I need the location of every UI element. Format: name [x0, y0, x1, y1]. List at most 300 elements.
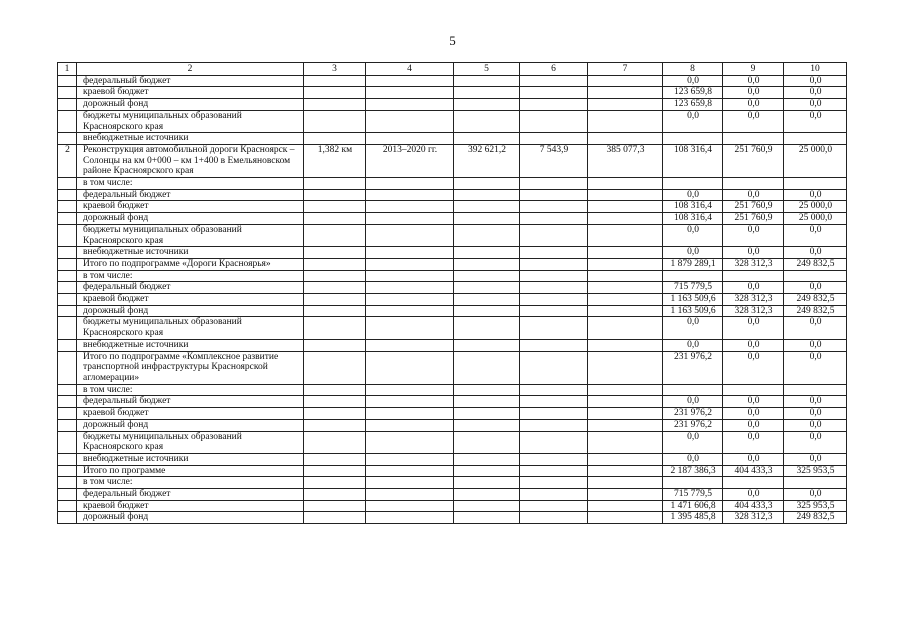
- year-col-10-cell: 249 832,5: [784, 305, 847, 317]
- row-label-cell: краевой бюджет: [77, 201, 304, 213]
- year-col-9-cell: [723, 178, 784, 190]
- total-cost-cell: [454, 178, 520, 190]
- row-label-cell: внебюджетные источники: [77, 339, 304, 351]
- spent-cell: [520, 258, 588, 270]
- year-col-8-cell: 0,0: [663, 317, 723, 339]
- remaining-cell: [588, 133, 663, 145]
- page-number: 5: [449, 33, 456, 48]
- year-col-10-cell: 0,0: [784, 317, 847, 339]
- year-col-10-cell: 0,0: [784, 189, 847, 201]
- year-col-8-cell: 123 659,8: [663, 99, 723, 111]
- length-cell: [304, 213, 366, 225]
- spent-cell: [520, 384, 588, 396]
- year-col-9-cell: 0,0: [723, 489, 784, 501]
- row-index-cell: [58, 408, 77, 420]
- column-number: 7: [588, 63, 663, 76]
- period-cell: [366, 99, 454, 111]
- length-cell: [304, 270, 366, 282]
- length-cell: [304, 133, 366, 145]
- row-index-cell: [58, 500, 77, 512]
- table-row: [58, 384, 847, 396]
- length-cell: [304, 453, 366, 465]
- row-label-cell: федеральный бюджет: [77, 282, 304, 294]
- remaining-cell: [588, 110, 663, 132]
- year-col-9-cell: 328 312,3: [723, 258, 784, 270]
- spent-cell: [520, 465, 588, 477]
- year-col-10-cell: [784, 477, 847, 489]
- year-col-9-cell: 0,0: [723, 339, 784, 351]
- total-cost-cell: [454, 258, 520, 270]
- period-cell: [366, 201, 454, 213]
- period-cell: [366, 465, 454, 477]
- year-col-9-cell: 0,0: [723, 87, 784, 99]
- total-cost-cell: [454, 477, 520, 489]
- length-cell: [304, 178, 366, 190]
- spent-cell: [520, 512, 588, 524]
- column-number: 1: [58, 63, 77, 76]
- year-col-10-cell: [784, 133, 847, 145]
- table-row: [58, 224, 847, 246]
- remaining-cell: [588, 339, 663, 351]
- year-col-10-cell: 0,0: [784, 99, 847, 111]
- row-index-cell: [58, 224, 77, 246]
- table-row: [58, 339, 847, 351]
- year-col-9-cell: 0,0: [723, 75, 784, 87]
- year-col-10-cell: 0,0: [784, 431, 847, 453]
- table-row: [58, 178, 847, 190]
- total-cost-cell: 392 621,2: [454, 144, 520, 177]
- table-row: [58, 201, 847, 213]
- remaining-cell: [588, 317, 663, 339]
- row-label-cell: в том числе:: [77, 477, 304, 489]
- row-index-cell: [58, 317, 77, 339]
- column-number: 5: [454, 63, 520, 76]
- year-col-10-cell: 0,0: [784, 408, 847, 420]
- year-col-10-cell: [784, 270, 847, 282]
- column-number: 8: [663, 63, 723, 76]
- total-cost-cell: [454, 305, 520, 317]
- total-cost-cell: [454, 189, 520, 201]
- year-col-9-cell: [723, 270, 784, 282]
- row-index-cell: [58, 384, 77, 396]
- table-row: [58, 110, 847, 132]
- period-cell: [366, 384, 454, 396]
- table-body: [58, 63, 847, 524]
- row-label-cell: Итого по подпрограмме «Комплексное развитие транспортной инфраструктуры Красноярской агломерации»: [77, 351, 304, 384]
- year-col-10-cell: [784, 178, 847, 190]
- row-label-cell: краевой бюджет: [77, 294, 304, 306]
- length-cell: [304, 99, 366, 111]
- spent-cell: [520, 489, 588, 501]
- year-col-10-cell: 0,0: [784, 419, 847, 431]
- budget-table: [57, 62, 847, 524]
- period-cell: 2013–2020 гг.: [366, 144, 454, 177]
- row-index-cell: [58, 431, 77, 453]
- period-cell: [366, 282, 454, 294]
- row-label-cell: дорожный фонд: [77, 213, 304, 225]
- row-index-cell: [58, 110, 77, 132]
- row-label-cell: краевой бюджет: [77, 408, 304, 420]
- year-col-8-cell: 1 471 606,8: [663, 500, 723, 512]
- year-col-10-cell: 325 953,5: [784, 465, 847, 477]
- period-cell: [366, 317, 454, 339]
- remaining-cell: [588, 408, 663, 420]
- period-cell: [366, 110, 454, 132]
- row-label-cell: Итого по программе: [77, 465, 304, 477]
- total-cost-cell: [454, 384, 520, 396]
- period-cell: [366, 87, 454, 99]
- period-cell: [366, 489, 454, 501]
- total-cost-cell: [454, 87, 520, 99]
- year-col-8-cell: 231 976,2: [663, 419, 723, 431]
- length-cell: [304, 419, 366, 431]
- length-cell: [304, 465, 366, 477]
- column-number: 9: [723, 63, 784, 76]
- year-col-10-cell: 25 000,0: [784, 144, 847, 177]
- year-col-9-cell: 0,0: [723, 317, 784, 339]
- row-label-cell: в том числе:: [77, 384, 304, 396]
- row-index-cell: [58, 282, 77, 294]
- remaining-cell: [588, 87, 663, 99]
- total-cost-cell: [454, 431, 520, 453]
- year-col-9-cell: 251 760,9: [723, 144, 784, 177]
- total-cost-cell: [454, 99, 520, 111]
- row-index-cell: [58, 477, 77, 489]
- year-col-8-cell: 0,0: [663, 224, 723, 246]
- total-cost-cell: [454, 489, 520, 501]
- table-row: [58, 247, 847, 259]
- year-col-9-cell: 0,0: [723, 431, 784, 453]
- year-col-8-cell: 1 163 509,6: [663, 294, 723, 306]
- period-cell: [366, 431, 454, 453]
- year-col-8-cell: 108 316,4: [663, 144, 723, 177]
- year-col-10-cell: 0,0: [784, 87, 847, 99]
- row-label-cell: дорожный фонд: [77, 305, 304, 317]
- total-cost-cell: [454, 133, 520, 145]
- row-index-cell: [58, 351, 77, 384]
- spent-cell: [520, 201, 588, 213]
- row-index-cell: [58, 294, 77, 306]
- spent-cell: [520, 270, 588, 282]
- year-col-8-cell: 0,0: [663, 189, 723, 201]
- period-cell: [366, 224, 454, 246]
- total-cost-cell: [454, 465, 520, 477]
- year-col-9-cell: 0,0: [723, 453, 784, 465]
- total-cost-cell: [454, 500, 520, 512]
- period-cell: [366, 75, 454, 87]
- column-number: 6: [520, 63, 588, 76]
- row-index-cell: [58, 87, 77, 99]
- year-col-9-cell: 404 433,3: [723, 465, 784, 477]
- length-cell: [304, 258, 366, 270]
- spent-cell: [520, 419, 588, 431]
- length-cell: [304, 305, 366, 317]
- row-label-cell: дорожный фонд: [77, 419, 304, 431]
- year-col-10-cell: 249 832,5: [784, 258, 847, 270]
- spent-cell: [520, 178, 588, 190]
- remaining-cell: [588, 500, 663, 512]
- row-index-cell: [58, 512, 77, 524]
- total-cost-cell: [454, 408, 520, 420]
- total-cost-cell: [454, 294, 520, 306]
- total-cost-cell: [454, 270, 520, 282]
- year-col-8-cell: 1 395 485,8: [663, 512, 723, 524]
- length-cell: [304, 87, 366, 99]
- row-index-cell: [58, 189, 77, 201]
- period-cell: [366, 270, 454, 282]
- year-col-8-cell: 1 879 289,1: [663, 258, 723, 270]
- column-number: 3: [304, 63, 366, 76]
- period-cell: [366, 351, 454, 384]
- row-index-cell: [58, 305, 77, 317]
- remaining-cell: [588, 489, 663, 501]
- length-cell: [304, 500, 366, 512]
- year-col-9-cell: 0,0: [723, 110, 784, 132]
- year-col-9-cell: 0,0: [723, 224, 784, 246]
- column-number: 2: [77, 63, 304, 76]
- year-col-10-cell: 0,0: [784, 282, 847, 294]
- remaining-cell: [588, 201, 663, 213]
- length-cell: 1,382 км: [304, 144, 366, 177]
- length-cell: [304, 75, 366, 87]
- year-col-9-cell: 0,0: [723, 247, 784, 259]
- table-row: [58, 465, 847, 477]
- period-cell: [366, 189, 454, 201]
- row-index-cell: [58, 339, 77, 351]
- year-col-8-cell: [663, 384, 723, 396]
- length-cell: [304, 339, 366, 351]
- table-row: [58, 87, 847, 99]
- year-col-8-cell: 108 316,4: [663, 213, 723, 225]
- length-cell: [304, 351, 366, 384]
- spent-cell: [520, 500, 588, 512]
- total-cost-cell: [454, 247, 520, 259]
- period-cell: [366, 453, 454, 465]
- length-cell: [304, 317, 366, 339]
- year-col-9-cell: 251 760,9: [723, 201, 784, 213]
- total-cost-cell: [454, 396, 520, 408]
- period-cell: [366, 339, 454, 351]
- spent-cell: [520, 133, 588, 145]
- year-col-8-cell: 108 316,4: [663, 201, 723, 213]
- row-index-cell: [58, 247, 77, 259]
- column-number: 10: [784, 63, 847, 76]
- year-col-9-cell: 404 433,3: [723, 500, 784, 512]
- row-label-cell: дорожный фонд: [77, 512, 304, 524]
- table-row: [58, 282, 847, 294]
- year-col-9-cell: 251 760,9: [723, 213, 784, 225]
- spent-cell: [520, 396, 588, 408]
- row-index-cell: [58, 453, 77, 465]
- year-col-8-cell: [663, 270, 723, 282]
- year-col-8-cell: 0,0: [663, 431, 723, 453]
- remaining-cell: [588, 384, 663, 396]
- table-row: [58, 500, 847, 512]
- year-col-10-cell: 0,0: [784, 351, 847, 384]
- year-col-10-cell: 325 953,5: [784, 500, 847, 512]
- year-col-8-cell: 0,0: [663, 110, 723, 132]
- length-cell: [304, 408, 366, 420]
- year-col-9-cell: 0,0: [723, 396, 784, 408]
- year-col-9-cell: 0,0: [723, 408, 784, 420]
- total-cost-cell: [454, 75, 520, 87]
- year-col-8-cell: 0,0: [663, 339, 723, 351]
- remaining-cell: [588, 282, 663, 294]
- year-col-10-cell: [784, 384, 847, 396]
- table-row: [58, 477, 847, 489]
- row-label-cell: Реконструкция автомобильной дороги Красноярск – Солонцы на км 0+000 – км 1+400 в Емельяновском районе Красноярского края: [77, 144, 304, 177]
- year-col-9-cell: [723, 477, 784, 489]
- row-index-cell: [58, 213, 77, 225]
- row-index-cell: [58, 178, 77, 190]
- row-label-cell: федеральный бюджет: [77, 75, 304, 87]
- year-col-8-cell: 715 779,5: [663, 282, 723, 294]
- table-row: [58, 419, 847, 431]
- row-label-cell: дорожный фонд: [77, 99, 304, 111]
- year-col-10-cell: 25 000,0: [784, 201, 847, 213]
- row-index-cell: [58, 465, 77, 477]
- year-col-8-cell: 0,0: [663, 247, 723, 259]
- spent-cell: [520, 477, 588, 489]
- length-cell: [304, 384, 366, 396]
- year-col-10-cell: 249 832,5: [784, 294, 847, 306]
- year-col-8-cell: 1 163 509,6: [663, 305, 723, 317]
- year-col-10-cell: 0,0: [784, 339, 847, 351]
- period-cell: [366, 512, 454, 524]
- period-cell: [366, 213, 454, 225]
- spent-cell: [520, 339, 588, 351]
- row-label-cell: бюджеты муниципальных образований Красноярского края: [77, 317, 304, 339]
- total-cost-cell: [454, 201, 520, 213]
- remaining-cell: [588, 213, 663, 225]
- spent-cell: [520, 317, 588, 339]
- table-row: [58, 270, 847, 282]
- spent-cell: 7 543,9: [520, 144, 588, 177]
- period-cell: [366, 133, 454, 145]
- year-col-8-cell: 2 187 386,3: [663, 465, 723, 477]
- period-cell: [366, 294, 454, 306]
- row-index-cell: [58, 489, 77, 501]
- row-label-cell: федеральный бюджет: [77, 489, 304, 501]
- period-cell: [366, 396, 454, 408]
- year-col-9-cell: [723, 133, 784, 145]
- year-col-10-cell: 0,0: [784, 453, 847, 465]
- year-col-10-cell: 249 832,5: [784, 512, 847, 524]
- total-cost-cell: [454, 110, 520, 132]
- row-index-cell: [58, 75, 77, 87]
- spent-cell: [520, 294, 588, 306]
- length-cell: [304, 512, 366, 524]
- length-cell: [304, 294, 366, 306]
- length-cell: [304, 396, 366, 408]
- spent-cell: [520, 305, 588, 317]
- year-col-8-cell: 0,0: [663, 75, 723, 87]
- table-row: [58, 453, 847, 465]
- remaining-cell: [588, 465, 663, 477]
- row-label-cell: внебюджетные источники: [77, 133, 304, 145]
- table-row: [58, 351, 847, 384]
- remaining-cell: [588, 512, 663, 524]
- table-row: [58, 133, 847, 145]
- length-cell: [304, 224, 366, 246]
- row-label-cell: в том числе:: [77, 178, 304, 190]
- total-cost-cell: [454, 317, 520, 339]
- length-cell: [304, 201, 366, 213]
- spent-cell: [520, 99, 588, 111]
- length-cell: [304, 189, 366, 201]
- total-cost-cell: [454, 339, 520, 351]
- remaining-cell: [588, 75, 663, 87]
- total-cost-cell: [454, 419, 520, 431]
- year-col-10-cell: 0,0: [784, 224, 847, 246]
- row-index-cell: [58, 270, 77, 282]
- remaining-cell: [588, 396, 663, 408]
- period-cell: [366, 408, 454, 420]
- length-cell: [304, 489, 366, 501]
- row-label-cell: федеральный бюджет: [77, 189, 304, 201]
- table-row: [58, 489, 847, 501]
- table-row: [58, 317, 847, 339]
- table-row: [58, 408, 847, 420]
- year-col-9-cell: 0,0: [723, 189, 784, 201]
- remaining-cell: [588, 351, 663, 384]
- row-label-cell: внебюджетные источники: [77, 247, 304, 259]
- row-label-cell: федеральный бюджет: [77, 396, 304, 408]
- total-cost-cell: [454, 453, 520, 465]
- remaining-cell: [588, 178, 663, 190]
- remaining-cell: [588, 453, 663, 465]
- year-col-10-cell: 0,0: [784, 489, 847, 501]
- table-row: [58, 512, 847, 524]
- year-col-8-cell: 231 976,2: [663, 351, 723, 384]
- total-cost-cell: [454, 224, 520, 246]
- total-cost-cell: [454, 351, 520, 384]
- year-col-8-cell: [663, 477, 723, 489]
- table-row: [58, 431, 847, 453]
- year-col-10-cell: 0,0: [784, 396, 847, 408]
- period-cell: [366, 305, 454, 317]
- remaining-cell: [588, 99, 663, 111]
- spent-cell: [520, 408, 588, 420]
- row-index-cell: [58, 133, 77, 145]
- period-cell: [366, 247, 454, 259]
- year-col-9-cell: 0,0: [723, 351, 784, 384]
- row-index-cell: [58, 99, 77, 111]
- year-col-9-cell: [723, 384, 784, 396]
- table-row: [58, 144, 847, 177]
- year-col-8-cell: 231 976,2: [663, 408, 723, 420]
- remaining-cell: [588, 189, 663, 201]
- year-col-10-cell: 25 000,0: [784, 213, 847, 225]
- row-label-cell: бюджеты муниципальных образований Красноярского края: [77, 224, 304, 246]
- spent-cell: [520, 189, 588, 201]
- table-row: [58, 99, 847, 111]
- remaining-cell: [588, 431, 663, 453]
- remaining-cell: [588, 419, 663, 431]
- row-index-cell: 2: [58, 144, 77, 177]
- spent-cell: [520, 87, 588, 99]
- year-col-8-cell: 0,0: [663, 453, 723, 465]
- row-index-cell: [58, 396, 77, 408]
- year-col-8-cell: 715 779,5: [663, 489, 723, 501]
- year-col-10-cell: 0,0: [784, 247, 847, 259]
- year-col-8-cell: [663, 133, 723, 145]
- total-cost-cell: [454, 213, 520, 225]
- spent-cell: [520, 224, 588, 246]
- length-cell: [304, 110, 366, 132]
- period-cell: [366, 419, 454, 431]
- period-cell: [366, 500, 454, 512]
